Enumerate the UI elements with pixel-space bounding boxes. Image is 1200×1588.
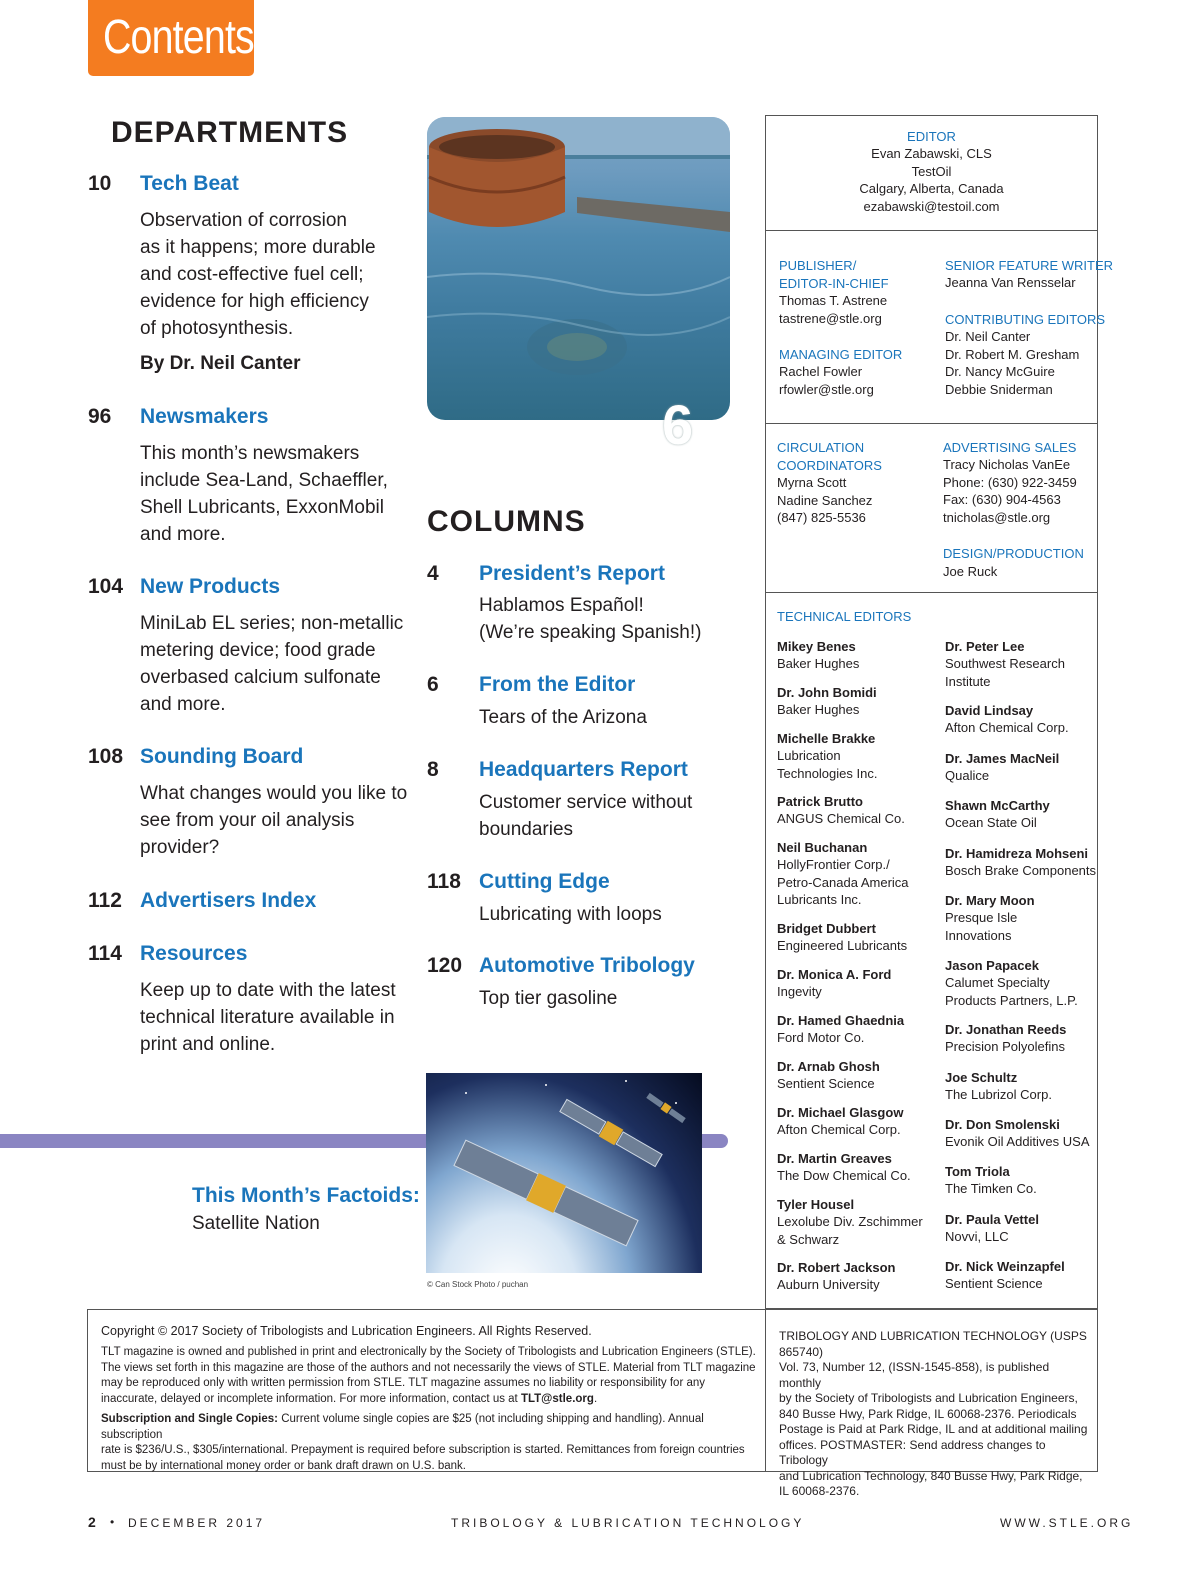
page-number: 120 (427, 954, 463, 977)
publisher-label: PUBLISHER/ EDITOR-IN-CHIEF (779, 258, 889, 291)
tech-editor-name: Tyler Housel (777, 1197, 855, 1212)
tech-editor-name: Neil Buchanan (777, 840, 868, 855)
page-number: 118 (427, 870, 461, 893)
columns-heading: COLUMNS (427, 505, 586, 538)
page-number: 108 (88, 745, 124, 768)
publisher-info: Thomas T. Astrene tastrene@stle.org (779, 293, 888, 326)
tech-editor-org: The Dow Chemical Co. (777, 1168, 911, 1183)
page-number: 4 (427, 562, 439, 585)
tech-editor-org: HollyFrontier Corp./ Petro-Canada America Lubricants Inc. (777, 857, 909, 907)
entry-description: Keep up to date with the latest technical literature available in print and online. (140, 980, 396, 1055)
tech-editor-name: Dr. Paula Vettel (945, 1212, 1039, 1227)
entry-title[interactable]: Automotive Tribology (479, 954, 695, 977)
entry-title[interactable]: Sounding Board (140, 745, 304, 768)
entry-description: MiniLab EL series; non-metallic metering device; food grade overbased calcium sulfonate and more. (140, 613, 404, 715)
tech-editor-name: Dr. Nick Weinzapfel (945, 1259, 1065, 1274)
tech-editor-org: The Lubrizol Corp. (945, 1087, 1052, 1102)
tech-editor-name: David Lindsay (945, 703, 1034, 718)
managing-editor-info: Rachel Fowler rfowler@stle.org (779, 364, 874, 397)
tech-editor-org: Precision Polyolefins (945, 1039, 1065, 1054)
entry-description: Customer service without boundaries (479, 792, 693, 840)
photo-credit: © Can Stock Photo / puchan (427, 1280, 529, 1289)
tech-editor-name: Dr. Mary Moon (945, 893, 1035, 908)
folio-magazine-title: TRIBOLOGY & LUBRICATION TECHNOLOGY (451, 1516, 805, 1530)
design-production-info: Joe Ruck (943, 564, 998, 579)
tech-editor-org: Afton Chemical Corp. (945, 720, 1069, 735)
circulation-label: CIRCULATION COORDINATORS (777, 440, 882, 473)
tech-editor-org: Ford Motor Co. (777, 1030, 865, 1045)
divider (766, 230, 1097, 231)
page-number: 10 (88, 172, 112, 195)
tech-editor-org: Lubrication Technologies Inc. (777, 748, 878, 781)
entry-title[interactable]: Newsmakers (140, 405, 269, 428)
circulation-info: Myrna Scott Nadine Sanchez (847) 825-5536 (777, 475, 873, 525)
tech-editor-org: Qualice (945, 768, 990, 783)
contributing-editors-info: Dr. Neil Canter Dr. Robert M. Gresham Dr. Nancy McGuire Debbie Sniderman (945, 329, 1080, 397)
advertising-sales-label: ADVERTISING SALES (943, 440, 1077, 455)
tech-editor-name: Joe Schultz (945, 1070, 1018, 1085)
tech-editor-name: Bridget Dubbert (777, 921, 876, 936)
page-number: 104 (88, 575, 124, 598)
copyright-notice: Copyright © 2017 Society of Tribologists and Lubrication Engineers. All Rights Reserved. (101, 1324, 592, 1338)
departments-heading: DEPARTMENTS (111, 116, 349, 149)
tech-editor-name: Dr. Hamidreza Mohseni (945, 846, 1089, 861)
tech-editor-org: ANGUS Chemical Co. (777, 811, 905, 826)
entry-title[interactable]: Headquarters Report (479, 758, 688, 781)
entry-title[interactable]: Tech Beat (140, 172, 239, 195)
managing-editor-label: MANAGING EDITOR (779, 347, 903, 362)
tech-editor-name: Dr. John Bomidi (777, 685, 877, 700)
entry-description: Hablamos Español! (We’re speaking Spanish!) (479, 595, 702, 643)
contents-tab (88, 0, 254, 76)
tech-editor-name: Dr. Monica A. Ford (777, 967, 892, 982)
tech-editor-org: Southwest Research Institute (945, 656, 1065, 689)
tech-editor-name: Dr. Martin Greaves (777, 1151, 892, 1166)
tech-editor-org: Evonik Oil Additives USA (945, 1134, 1090, 1149)
contents-tab-label: Contents (102, 11, 254, 64)
design-production-label: DESIGN/PRODUCTION (943, 546, 1084, 561)
tech-editor-name: Shawn McCarthy (945, 798, 1050, 813)
entry-description: Observation of corrosion as it happens; more durable and cost-effective fuel cell; evidence for high efficiency of photosynthesis. (140, 210, 376, 339)
tech-editor-name: Mikey Benes (777, 639, 856, 654)
tech-editor-org: Presque Isle Innovations (945, 910, 1018, 943)
tech-editor-name: Patrick Brutto (777, 794, 863, 809)
tech-editor-name: Dr. Arnab Ghosh (777, 1059, 880, 1074)
senior-feature-writer-info: Jeanna Van Rensselar (945, 275, 1076, 290)
folio-website[interactable]: WWW.STLE.ORG (1000, 1516, 1134, 1530)
factoids-subtitle: Satellite Nation (192, 1213, 320, 1234)
entry-title[interactable]: Advertisers Index (140, 889, 317, 912)
ownership-notice: TLT magazine is owned and published in print and electronically by the Society of Tribologists and Lubrication Engineers (STLE). The views set forth in this magazine are those of the authors and not necessarily the views of STLE. Material from TLT magazine may be reproduced only with written permission from STLE. TLT magazine assumes no liability or responsibility for any inaccurate, delayed or incomplete information. For more information, contact us at TLT@stle.org. (101, 1346, 756, 1405)
tech-editor-org: Calumet Specialty Products Partners, L.P. (945, 975, 1078, 1008)
tech-editor-org: Lexolube Div. Zschimmer & Schwarz (777, 1214, 923, 1247)
tech-editor-org: Auburn University (777, 1277, 880, 1292)
entry-description: What changes would you like to see from your oil analysis provider? (140, 783, 408, 858)
satellite-illustration (426, 1073, 702, 1273)
tech-editor-org: The Timken Co. (945, 1181, 1037, 1196)
entry-title[interactable]: New Products (140, 575, 281, 598)
ship-illustration (427, 117, 730, 420)
folio-date: DECEMBER 2017 (128, 1516, 266, 1530)
tech-editor-name: Dr. Don Smolenski (945, 1117, 1060, 1132)
tech-editor-name: Dr. Robert Jackson (777, 1260, 896, 1275)
page-number: 8 (427, 758, 439, 781)
entry-title[interactable]: Cutting Edge (479, 870, 610, 893)
entry-title[interactable]: President’s Report (479, 562, 665, 585)
divider (765, 1310, 766, 1471)
entry-title[interactable]: Resources (140, 942, 248, 965)
tech-editor-org: Ocean State Oil (945, 815, 1037, 830)
entry-description: This month’s newsmakers include Sea-Land, Schaeffler, Shell Lubricants, ExxonMobil and more. (140, 443, 388, 545)
tech-editor-org: Afton Chemical Corp. (777, 1122, 901, 1137)
tech-editor-name: Michelle Brakke (777, 731, 876, 746)
entry-description: Tears of the Arizona (479, 707, 647, 728)
contributing-editors-label: CONTRIBUTING EDITORS (945, 312, 1106, 327)
technical-editors-label: TECHNICAL EDITORS (777, 609, 912, 624)
page-number: 96 (88, 405, 112, 428)
editor-label: EDITOR (907, 129, 956, 144)
senior-feature-writer-label: SENIOR FEATURE WRITER (945, 258, 1114, 273)
entry-description: Lubricating with loops (479, 904, 662, 925)
masthead (765, 115, 1114, 1309)
uss-arizona-memorial-photo[interactable] (427, 117, 730, 420)
page-number: 114 (88, 942, 122, 965)
tech-editor-org: Novvi, LLC (945, 1229, 1009, 1244)
tech-editor-org: Baker Hughes (777, 656, 860, 671)
tech-editor-org: Ingevity (777, 984, 822, 999)
tech-editor-org: Bosch Brake Components (945, 863, 1097, 878)
tech-editor-name: Tom Triola (945, 1164, 1010, 1179)
tech-editor-name: Jason Papacek (945, 958, 1039, 973)
divider (766, 423, 1097, 424)
photo-page-number: 6 (662, 393, 694, 456)
entry-byline: By Dr. Neil Canter (140, 353, 301, 374)
tech-editor-org: Baker Hughes (777, 702, 860, 717)
page-number: 112 (88, 889, 122, 912)
factoids-title[interactable]: This Month’s Factoids: (192, 1184, 420, 1207)
folio-page-number: 2 (88, 1514, 99, 1530)
tech-editor-name: Dr. James MacNeil (945, 751, 1060, 766)
legal-box (87, 1309, 1098, 1498)
contact-email-link[interactable]: TLT@stle.org (520, 1392, 594, 1405)
subscription-notice: Subscription and Single Copies: Current volume single copies are $25 (not including shipping and handling). Annual subscription rate is $236/U.S., $305/international. Prepayment is required before subscription is started. Remittances from foreign countries must be by international money order or bank draft drawn on U.S. bank. (101, 1413, 745, 1472)
postal-notice: TRIBOLOGY AND LUBRICATION TECHNOLOGY (USPS 865740) Vol. 73, Number 12, (ISSN-1545-858), is published monthly by the Society of Tribologists and Lubrication Engineers, 840 Busse Hwy, Park Ridge, IL 60068-2376. Periodicals Postage is Paid at Park Ridge, IL and at additional mailing offices. POSTMASTER: Send address changes to Tribology and Lubrication Technology, 840 Busse Hwy, Park Ridge, IL 60068-2376. (779, 1329, 1088, 1498)
editor-info: Evan Zabawski, CLS TestOil Calgary, Alberta, Canada ezabawski@testoil.com (859, 146, 1004, 214)
tech-editor-org: Engineered Lubricants (777, 938, 908, 953)
page-number: 6 (427, 673, 439, 696)
satellites-photo[interactable] (426, 1073, 702, 1273)
entry-title[interactable]: From the Editor (479, 673, 636, 696)
tech-editor-org: Sentient Science (777, 1076, 875, 1091)
tech-editor-name: Dr. Jonathan Reeds (945, 1022, 1067, 1037)
tech-editor-name: Dr. Hamed Ghaednia (777, 1013, 905, 1028)
advertising-sales-info: Tracy Nicholas VanEe Phone: (630) 922-3459 Fax: (630) 904-4563 tnicholas@stle.org (943, 457, 1077, 525)
divider (766, 592, 1097, 593)
tech-editor-name: Dr. Peter Lee (945, 639, 1025, 654)
folio-separator: • (110, 1515, 118, 1529)
tech-editor-org: Sentient Science (945, 1276, 1043, 1291)
tech-editor-name: Dr. Michael Glasgow (777, 1105, 904, 1120)
entry-description: Top tier gasoline (479, 988, 618, 1009)
